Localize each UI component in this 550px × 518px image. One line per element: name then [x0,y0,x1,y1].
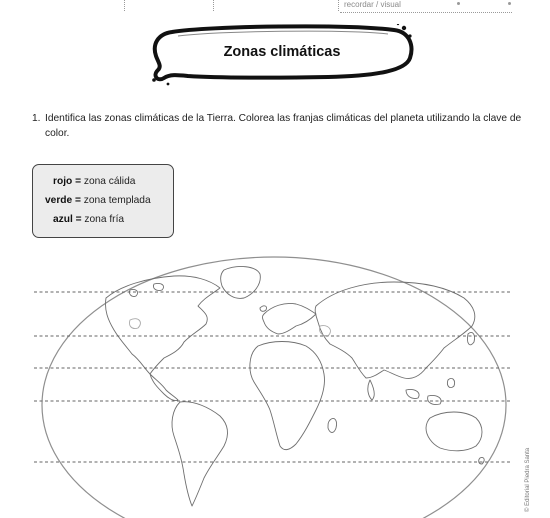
exercise-number: 1. [32,113,41,124]
continent-australia [426,412,482,451]
continent-asia [315,282,475,379]
climate-zone-lines [34,292,512,462]
color-key-term: verde = [45,195,81,206]
copyright-text: © Editorial Piedra Santa [525,447,531,512]
island-group-indonesia [406,389,419,398]
color-key-row-blue [53,214,124,226]
color-key-row-green [45,195,151,207]
color-key-term: rojo = [53,176,82,187]
continent-north-america [105,276,220,374]
continent-central-america [150,374,178,401]
color-key-meaning: zona cálida [81,176,136,187]
continent-africa [250,342,325,450]
continent-europe [263,303,317,334]
exercise-instruction [32,111,527,141]
header-strip [0,0,550,14]
world-map-drawing [34,250,512,518]
color-key-row-red [53,176,135,188]
header-strip-label: recordar / visual [344,0,401,9]
page-title: Zonas climáticas [223,44,341,60]
header-dot [457,2,460,5]
continent-south-america [172,402,227,506]
color-key-meaning: zona templada [80,195,151,206]
title-banner [148,24,416,86]
copyright [517,447,531,512]
header-divider [213,0,214,11]
color-key-meaning: zona fría [81,214,125,225]
header-dot [508,2,511,5]
header-underline [340,12,512,13]
globe-outline [42,257,506,518]
header-divider [338,0,339,11]
header-divider [124,0,125,11]
color-key-term: azul = [53,214,82,225]
island-japan [467,332,474,344]
color-key-box [32,164,174,238]
exercise-text: Identifica las zonas climáticas de la Tierra. Colorea las franjas climáticas del planeta utilizando la clave de color. [45,113,522,139]
continent-greenland [221,267,261,299]
world-map [34,250,512,518]
